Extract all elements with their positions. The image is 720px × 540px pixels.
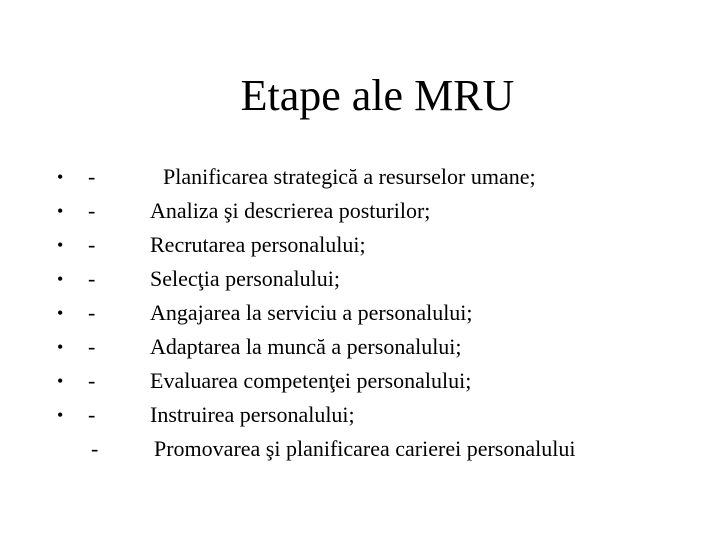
dash-marker: - bbox=[88, 164, 96, 189]
bullet-icon: • bbox=[57, 337, 64, 357]
list-item bbox=[0, 228, 720, 262]
list-item-text: Adaptarea la muncă a personalului; bbox=[150, 334, 462, 359]
bullet-icon: • bbox=[57, 303, 64, 323]
list-item bbox=[0, 330, 720, 364]
list-item-text: Recrutarea personalului; bbox=[150, 232, 366, 257]
dash-marker: - bbox=[88, 334, 96, 359]
list-item bbox=[0, 262, 720, 296]
bullet-icon: • bbox=[57, 167, 64, 187]
bullet-icon: • bbox=[57, 371, 64, 391]
list-item-text: Instruirea personalului; bbox=[150, 402, 355, 427]
dash-marker: - bbox=[88, 402, 96, 427]
dash-marker: - bbox=[91, 436, 99, 461]
dash-marker: - bbox=[88, 300, 96, 325]
bullet-icon: • bbox=[57, 405, 64, 425]
slide-title-text: Etape ale MRU bbox=[240, 71, 515, 120]
list-item bbox=[0, 296, 720, 330]
dash-marker: - bbox=[88, 266, 96, 291]
list-item bbox=[0, 194, 720, 228]
bullet-icon: • bbox=[57, 235, 64, 255]
slide-title bbox=[0, 70, 720, 122]
list-item bbox=[0, 432, 720, 466]
dash-marker: - bbox=[88, 232, 96, 257]
list-item-text: Promovarea şi planificarea carierei personalului bbox=[154, 436, 576, 461]
bullet-icon: • bbox=[57, 201, 64, 221]
list-item bbox=[0, 398, 720, 432]
dash-marker: - bbox=[88, 368, 96, 393]
list-item-text: Selecţia personalului; bbox=[150, 266, 340, 291]
list-item bbox=[0, 160, 720, 194]
list-item bbox=[0, 364, 720, 398]
list-item-text: Analiza şi descrierea posturilor; bbox=[150, 198, 431, 223]
dash-marker: - bbox=[88, 198, 96, 223]
stage-list bbox=[0, 160, 720, 466]
list-item-text: Angajarea la serviciu a personalului; bbox=[150, 300, 473, 325]
list-item-text: Planificarea strategică a resurselor umane; bbox=[163, 164, 536, 189]
bullet-icon: • bbox=[57, 269, 64, 289]
list-item-text: Evaluarea competenţei personalului; bbox=[150, 368, 472, 393]
